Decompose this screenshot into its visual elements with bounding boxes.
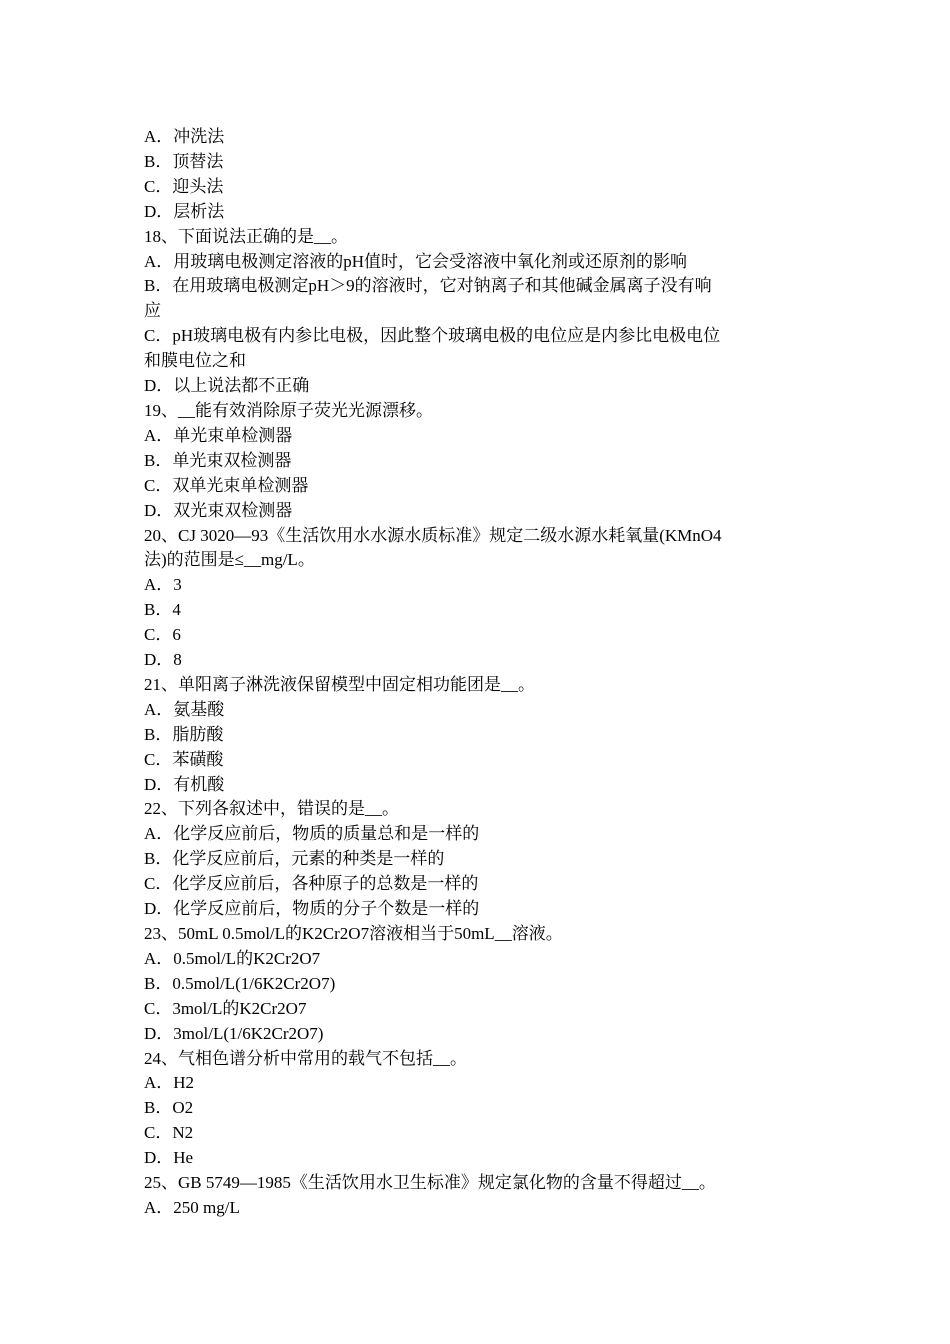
option-line: D．He (144, 1148, 194, 1168)
question-23: 23、50mL 0.5mol/L的K2Cr2O7溶液相当于50mL__溶液。 (144, 924, 563, 943)
option-line: A．冲洗法 (144, 127, 225, 146)
question-22: 22、下列各叙述中，错误的是__。 (144, 799, 399, 819)
option-line: C．苯磺酸 (144, 749, 224, 769)
option-line: B．4 (144, 600, 181, 620)
option-line: C．化学反应前后，各种原子的总数是一样的 (144, 874, 479, 894)
question-20: 20、CJ 3020—93《生活饮用水水源水质标准》规定二级水源水耗氧量(KMnO4 (144, 525, 722, 545)
option-line: B．0.5mol/L(1/6K2Cr2O7) (144, 973, 336, 993)
question-24: 24、气相色谱分析中常用的载气不包括__。 (144, 1048, 467, 1068)
option-line: C．pH玻璃电极有内参比电极，因此整个玻璃电极的电位应是内参比电极电位 (144, 326, 721, 346)
option-line: A．单光束单检测器 (144, 425, 293, 445)
option-line: A．H2 (144, 1073, 195, 1093)
option-line: C．3mol/L的K2Cr2O7 (144, 998, 307, 1018)
question-25: 25、GB 5749—1985《生活饮用水卫生标准》规定氯化物的含量不得超过__。 (144, 1173, 716, 1193)
document-page (144, 125, 812, 1221)
option-line: C．迎头法 (144, 176, 224, 196)
option-line: A．化学反应前后，物质的质量总和是一样的 (144, 824, 480, 844)
option-line: B．在用玻璃电极测定pH＞9的溶液时，它对钠离子和其他碱金属离子没有响 (144, 276, 712, 296)
option-line: D．层析法 (144, 201, 225, 221)
option-line: B．化学反应前后，元素的种类是一样的 (144, 849, 445, 869)
question-18: 18、下面说法正确的是__。 (144, 226, 348, 246)
option-line: A．0.5mol/L的K2Cr2O7 (144, 948, 321, 968)
option-line: A．氨基酸 (144, 699, 225, 719)
option-line-continued: 和膜电位之和 (144, 351, 246, 371)
option-line: C．6 (144, 625, 181, 645)
option-line: D．化学反应前后，物质的分子个数是一样的 (144, 899, 480, 919)
option-line: B．单光束双检测器 (144, 450, 292, 470)
option-line: B．顶替法 (144, 151, 224, 171)
option-line: D．双光束双检测器 (144, 500, 293, 520)
option-line-continued: 应 (144, 301, 161, 321)
option-line: D．8 (144, 650, 182, 670)
option-line: C．双单光束单检测器 (144, 475, 309, 495)
option-line: B．脂肪酸 (144, 724, 224, 744)
option-line: A．用玻璃电极测定溶液的pH值时，它会受溶液中氧化剂或还原剂的影响 (144, 251, 688, 271)
option-line: D．以上说法都不正确 (144, 376, 310, 396)
option-line: D．3mol/L(1/6K2Cr2O7) (144, 1023, 324, 1043)
question-20-continued: 法)的范围是≤__mg/L。 (144, 550, 315, 570)
option-line: A．250 mg/L (144, 1197, 240, 1217)
option-line: B．O2 (144, 1098, 194, 1118)
question-21: 21、单阳离子淋洗液保留模型中固定相功能团是__。 (144, 674, 535, 694)
option-line: A．3 (144, 575, 182, 595)
option-line: C．N2 (144, 1123, 194, 1143)
option-line: D．有机酸 (144, 774, 225, 794)
question-19: 19、__能有效消除原子荧光光源漂移。 (144, 400, 433, 420)
